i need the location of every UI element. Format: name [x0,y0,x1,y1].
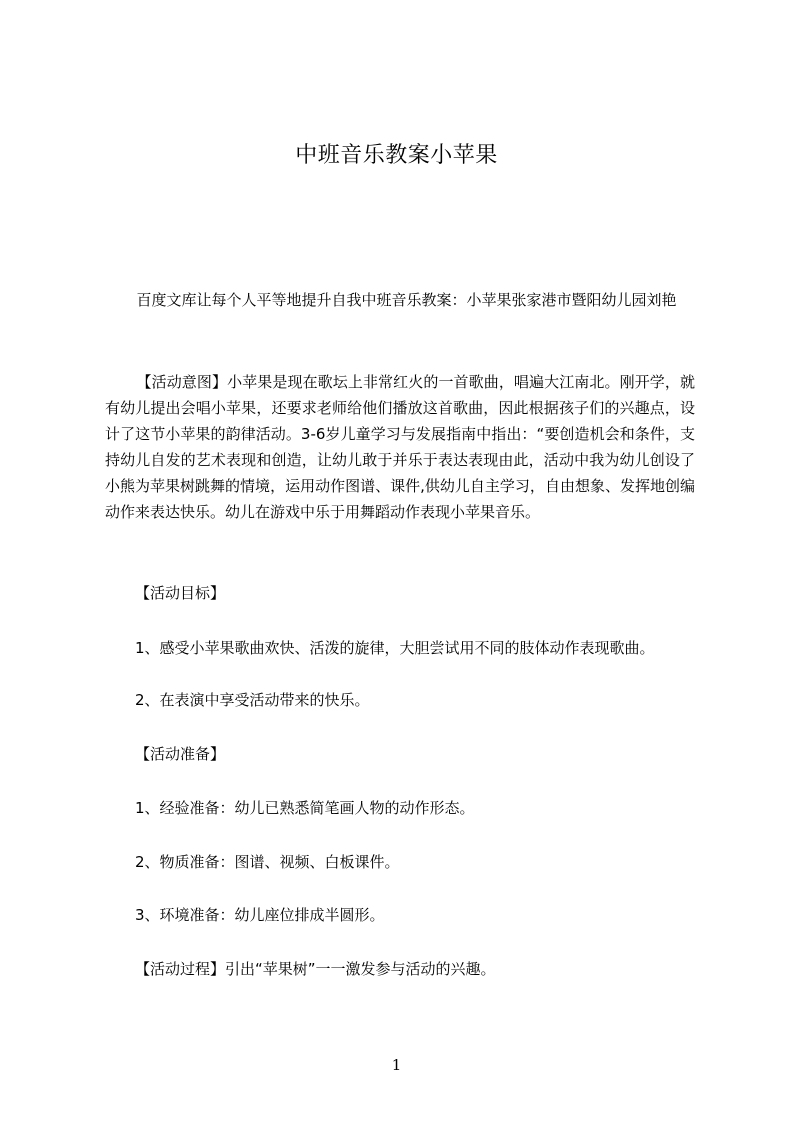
page-number: 1 [391,1056,402,1074]
preparation-item-1: 1、经验准备：幼儿已熟悉简笔画人物的动作形态。 [135,799,475,817]
goal-item-2: 2、在表演中享受活动带来的快乐。 [135,691,370,709]
activity-process-line: 【活动过程】引出“苹果树”一一激发参与活动的兴趣。 [135,960,496,978]
preparation-item-3: 3、环境准备：幼儿座位排成半圆形。 [135,906,385,924]
activity-preparation-heading: 【活动准备】 [135,745,226,763]
goal-item-1: 1、感受小苹果歌曲欢快、活泼的旋律，大胆尝试用不同的肢体动作表现歌曲。 [135,639,655,657]
document-title: 中班音乐教案小苹果 [295,143,498,168]
preparation-item-2: 2、物质准备：图谱、视频、白板课件。 [135,853,400,871]
activity-intent-paragraph: 【活动意图】小苹果是现在歌坛上非常红火的一首歌曲，唱遍大江南北。刚开学，就有幼儿提出会唱小苹果，还要求老师给他们播放这首歌曲，因此根据孩子们的兴趣点，设计了这节小苹果的韵律活动。3-6岁儿童学习与发展指南中指出：“要创造机会和条件，支持幼儿自发的艺术表现和创造，让幼儿敢于并乐于表达表现由此，活动中我为幼儿创设了小熊为苹果树跳舞的情境，运用动作图谱、课件,供幼儿自主学习，自由想象、发挥地创编动作来表达快乐。幼儿在游戏中乐于用舞蹈动作表现小苹果音乐。 [105,373,695,521]
activity-goals-heading: 【活动目标】 [135,584,226,602]
intro-paragraph: 百度文库让每个人平等地提升自我中班音乐教案：小苹果张家港市暨阳幼儿园刘艳 [136,291,677,309]
